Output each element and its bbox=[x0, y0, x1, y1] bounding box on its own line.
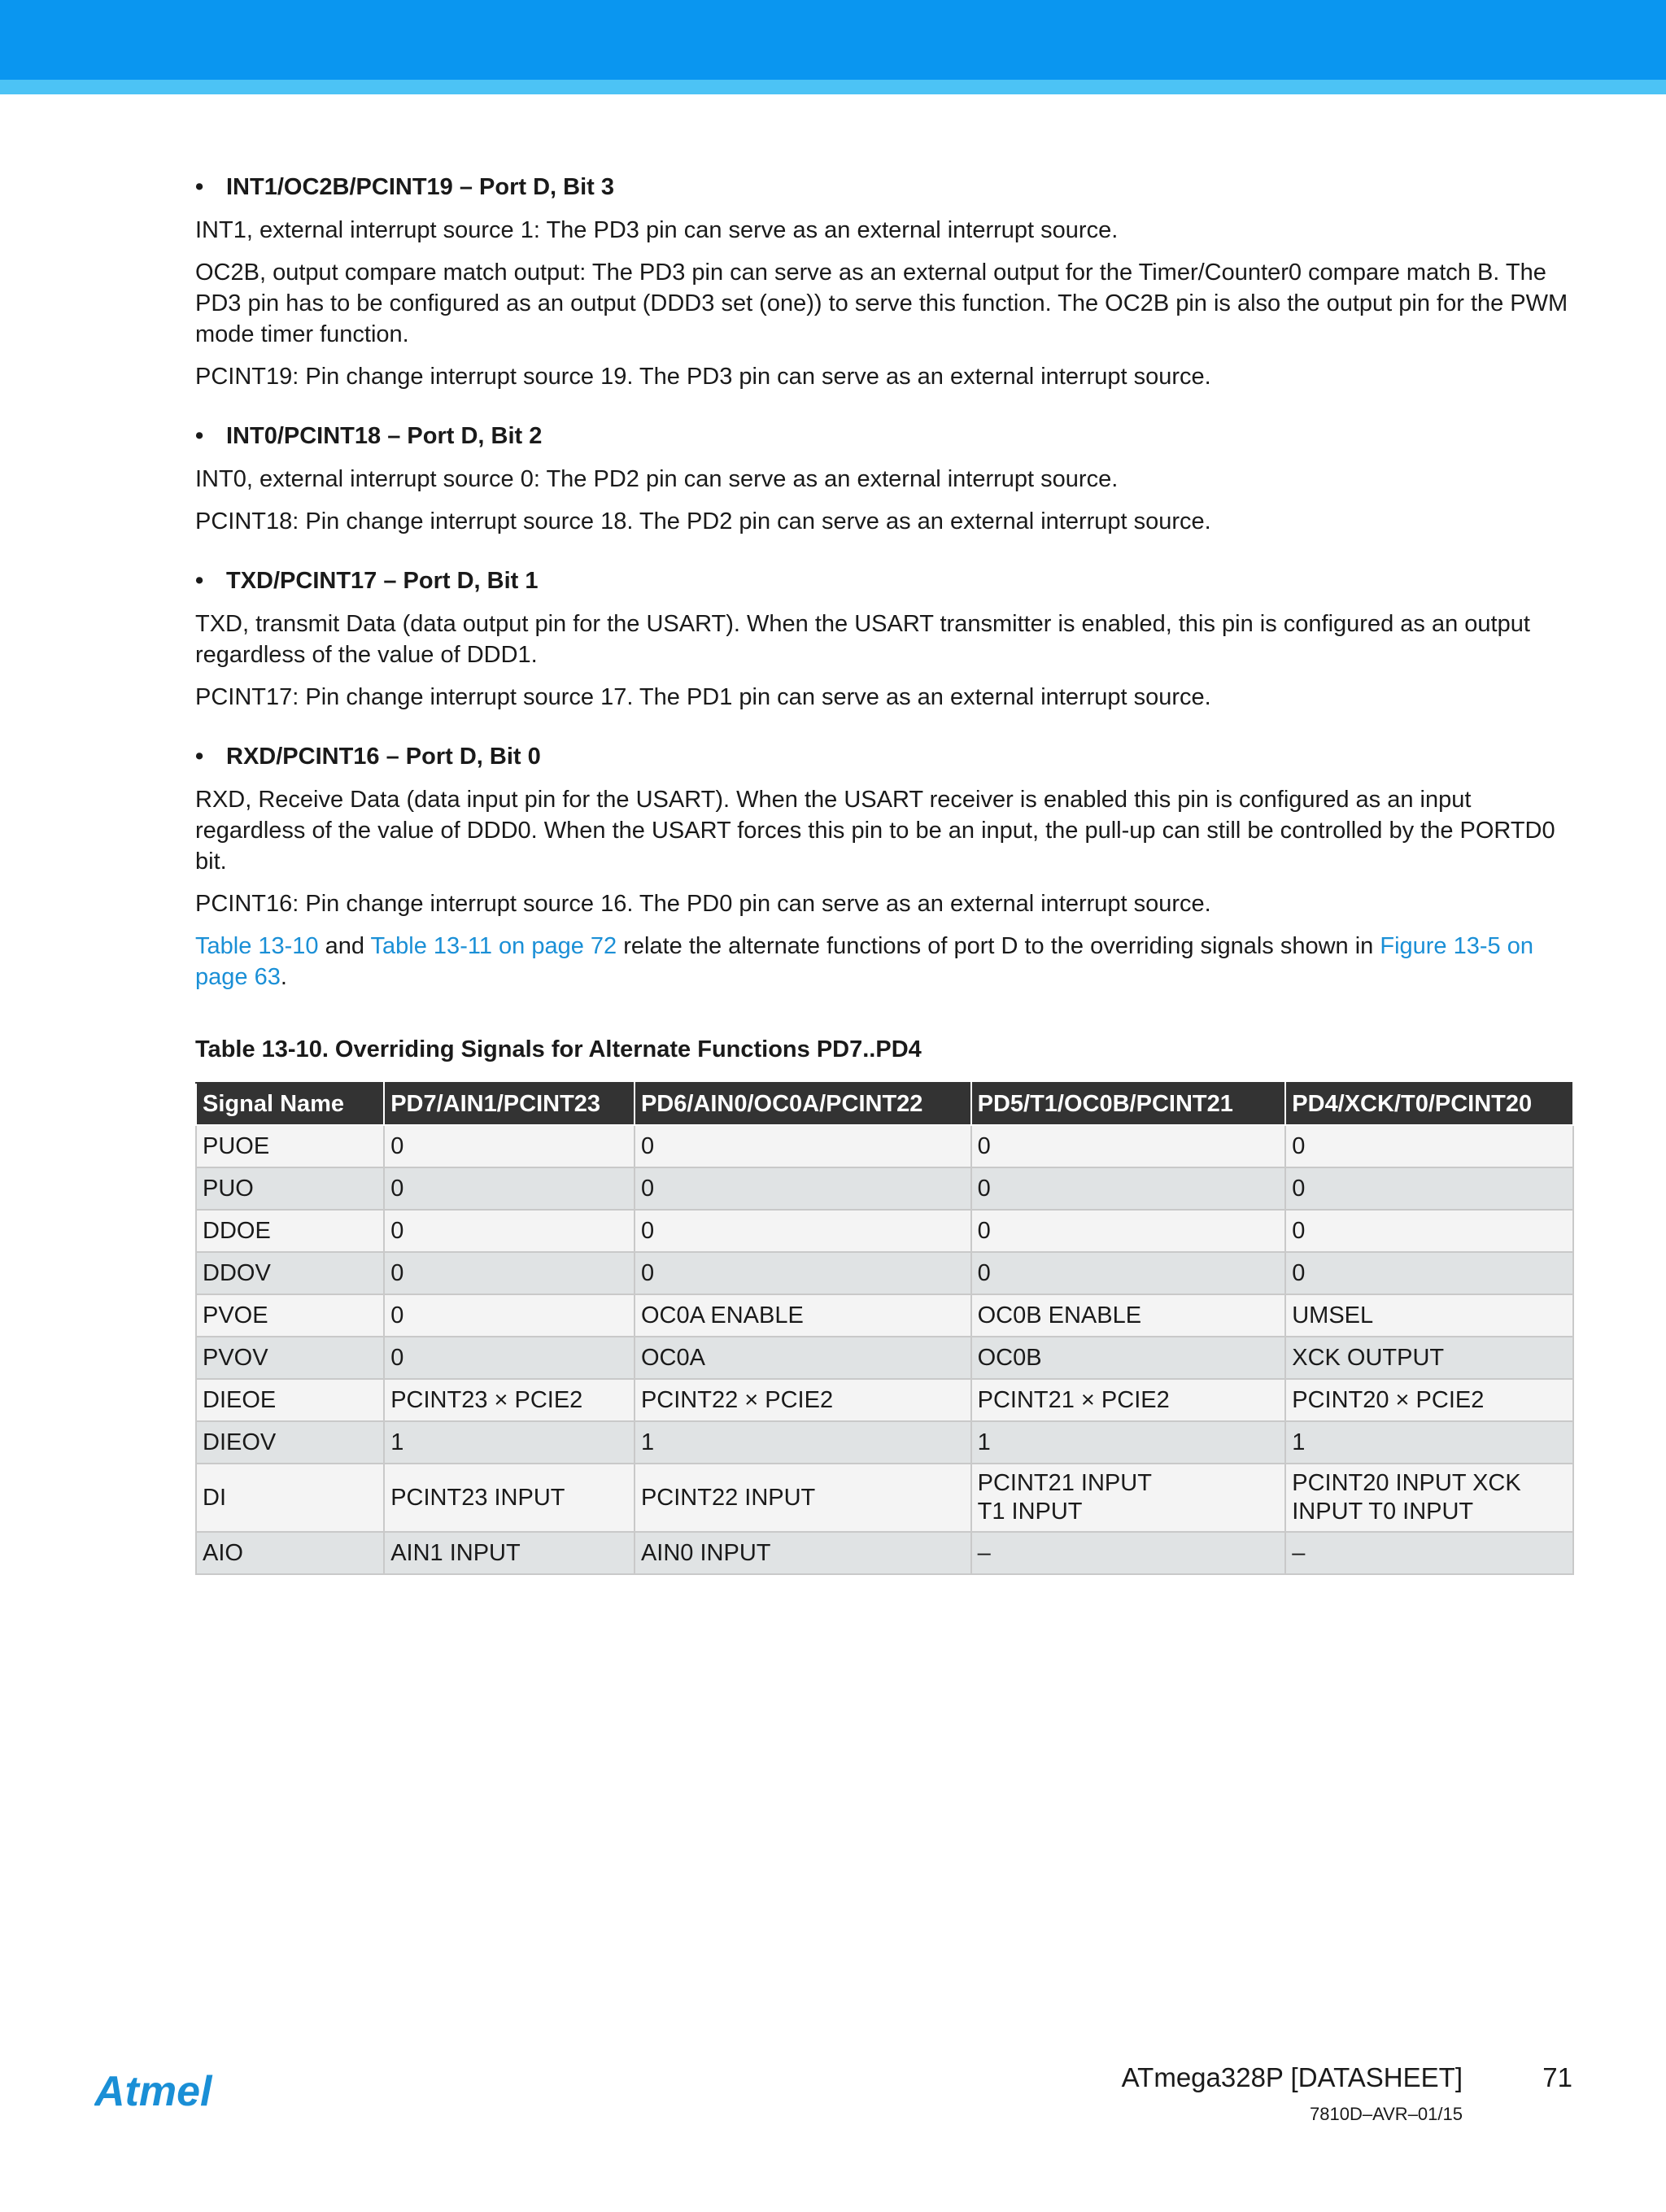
table-cell: 1 bbox=[384, 1421, 635, 1464]
relate-and: and bbox=[318, 933, 371, 959]
table-cell: 0 bbox=[635, 1210, 971, 1252]
section-heading bbox=[195, 565, 1574, 597]
table-cell: 0 bbox=[384, 1294, 635, 1337]
signal-name-cell: PUO bbox=[196, 1167, 384, 1210]
table-cell: AIN1 INPUT bbox=[384, 1532, 635, 1574]
paragraph: PCINT16: Pin change interrupt source 16. The PD0 pin can serve as an external interrupt source. bbox=[195, 891, 1211, 917]
page-content bbox=[195, 171, 1574, 1575]
heading-text: TXD/PCINT17 – Port D, Bit 1 bbox=[226, 568, 539, 594]
table-cell: 0 bbox=[384, 1210, 635, 1252]
table-cell: 0 bbox=[971, 1252, 1286, 1294]
table-cell: 0 bbox=[971, 1167, 1286, 1210]
table-cell: PCINT20 INPUT XCK INPUT T0 INPUT bbox=[1285, 1464, 1573, 1532]
table-row bbox=[196, 1337, 1573, 1379]
table-cell: PCINT21 INPUT T1 INPUT bbox=[971, 1464, 1286, 1532]
table-cell: PCINT22 INPUT bbox=[635, 1464, 971, 1532]
paragraph: RXD, Receive Data (data input pin for the USART). When the USART receiver is enabled this pin is configured as an input regardless of the value of DDD0. When the USART forces this pin to be an input, the pull-up can still be controlled by the PORTD0 bit. bbox=[195, 787, 1555, 875]
table-row bbox=[196, 1294, 1573, 1337]
table-cell: 1 bbox=[1285, 1421, 1573, 1464]
paragraph: TXD, transmit Data (data output pin for the USART). When the USART transmitter is enabled, this pin is configured as an output regardless of the value of DDD1. bbox=[195, 611, 1530, 668]
section-txd bbox=[195, 565, 1574, 713]
column-header: PD7/AIN1/PCINT23 bbox=[384, 1083, 635, 1125]
paragraph: INT1, external interrupt source 1: The PD3 pin can serve as an external interrupt source. bbox=[195, 217, 1119, 243]
table-cell: 0 bbox=[971, 1210, 1286, 1252]
table-cell: OC0A bbox=[635, 1337, 971, 1379]
column-header: PD4/XCK/T0/PCINT20 bbox=[1285, 1083, 1573, 1125]
doc-code: 7810D–AVR–01/15 bbox=[1310, 2104, 1463, 2124]
table-cell: OC0B bbox=[971, 1337, 1286, 1379]
column-header: Signal Name bbox=[196, 1083, 384, 1125]
table-header-row bbox=[196, 1083, 1573, 1125]
relate-middle: relate the alternate functions of port D to the overriding signals shown in bbox=[617, 933, 1380, 959]
table-cell: 0 bbox=[384, 1125, 635, 1167]
signal-name-cell: DDOV bbox=[196, 1252, 384, 1294]
table-cell: PCINT20 × PCIE2 bbox=[1285, 1379, 1573, 1421]
bullet-icon: • bbox=[195, 568, 204, 594]
table-cell: UMSEL bbox=[1285, 1294, 1573, 1337]
table-cell: PCINT23 INPUT bbox=[384, 1464, 635, 1532]
table-row bbox=[196, 1210, 1573, 1252]
table-cell: 0 bbox=[635, 1125, 971, 1167]
table-cell: 0 bbox=[384, 1252, 635, 1294]
paragraph: PCINT17: Pin change interrupt source 17. The PD1 pin can serve as an external interrupt source. bbox=[195, 684, 1211, 710]
signal-name-cell: PUOE bbox=[196, 1125, 384, 1167]
table-cell: 0 bbox=[1285, 1167, 1573, 1210]
table-row bbox=[196, 1252, 1573, 1294]
relate-paragraph bbox=[195, 931, 1574, 993]
heading-text: INT1/OC2B/PCINT19 – Port D, Bit 3 bbox=[226, 174, 614, 200]
table-cell: PCINT22 × PCIE2 bbox=[635, 1379, 971, 1421]
table-cell: OC0A ENABLE bbox=[635, 1294, 971, 1337]
table-cell: 1 bbox=[971, 1421, 1286, 1464]
signal-name-cell: DDOE bbox=[196, 1210, 384, 1252]
page-number: 71 bbox=[1542, 2062, 1572, 2092]
table-cell: – bbox=[1285, 1532, 1573, 1574]
section-heading bbox=[195, 171, 1574, 203]
signal-name-cell: DIEOE bbox=[196, 1379, 384, 1421]
atmel-logo-text: Atmel bbox=[94, 2068, 212, 2115]
bullet-icon: • bbox=[195, 174, 204, 200]
table-13-10-link[interactable]: Table 13-10 bbox=[195, 933, 319, 959]
table-13-11-link[interactable]: Table 13-11 on page 72 bbox=[370, 933, 617, 959]
paragraph: PCINT19: Pin change interrupt source 19. The PD3 pin can serve as an external interrupt source. bbox=[195, 364, 1211, 390]
signal-name-cell: PVOV bbox=[196, 1337, 384, 1379]
table-row bbox=[196, 1379, 1573, 1421]
table-cell: 1 bbox=[635, 1421, 971, 1464]
table-cell: PCINT21 × PCIE2 bbox=[971, 1379, 1286, 1421]
signal-name-cell: AIO bbox=[196, 1532, 384, 1574]
table-cell: OC0B ENABLE bbox=[971, 1294, 1286, 1337]
overriding-signals-table bbox=[195, 1082, 1574, 1575]
footer-title: ATmega328P [DATASHEET] bbox=[1121, 2062, 1463, 2092]
table-cell: 0 bbox=[971, 1125, 1286, 1167]
table-row bbox=[196, 1421, 1573, 1464]
column-header: PD5/T1/OC0B/PCINT21 bbox=[971, 1083, 1286, 1125]
signal-name-cell: DIEOV bbox=[196, 1421, 384, 1464]
paragraph: INT0, external interrupt source 0: The PD2 pin can serve as an external interrupt source. bbox=[195, 466, 1119, 492]
table-cell: 0 bbox=[384, 1167, 635, 1210]
section-heading bbox=[195, 740, 1574, 773]
table-row bbox=[196, 1167, 1573, 1210]
table-cell: 0 bbox=[635, 1167, 971, 1210]
paragraph: PCINT18: Pin change interrupt source 18. The PD2 pin can serve as an external interrupt source. bbox=[195, 508, 1211, 534]
table-cell: 0 bbox=[1285, 1252, 1573, 1294]
table-cell: PCINT23 × PCIE2 bbox=[384, 1379, 635, 1421]
table-cell: AIN0 INPUT bbox=[635, 1532, 971, 1574]
heading-text: RXD/PCINT16 – Port D, Bit 0 bbox=[226, 744, 541, 770]
signal-name-cell: DI bbox=[196, 1464, 384, 1532]
table-row bbox=[196, 1532, 1573, 1574]
column-header: PD6/AIN0/OC0A/PCINT22 bbox=[635, 1083, 971, 1125]
bullet-icon: • bbox=[195, 423, 204, 449]
table-row bbox=[196, 1464, 1573, 1532]
table-caption: Table 13-10. Overriding Signals for Alternate Functions PD7..PD4 bbox=[195, 1036, 922, 1062]
table-row bbox=[196, 1125, 1573, 1167]
table-cell: – bbox=[971, 1532, 1286, 1574]
table-cell: 0 bbox=[384, 1337, 635, 1379]
heading-text: INT0/PCINT18 – Port D, Bit 2 bbox=[226, 423, 543, 449]
section-heading bbox=[195, 420, 1574, 452]
figure-13-5-link[interactable]: Figure 13-5 on page 63 bbox=[195, 933, 1533, 990]
relate-end: . bbox=[280, 964, 287, 990]
bullet-icon: • bbox=[195, 744, 204, 770]
atmel-logo bbox=[94, 2066, 244, 2115]
signal-name-cell: PVOE bbox=[196, 1294, 384, 1337]
table-cell: 0 bbox=[1285, 1210, 1573, 1252]
header-bar bbox=[0, 0, 1666, 80]
section-int1 bbox=[195, 171, 1574, 392]
paragraph: OC2B, output compare match output: The PD3 pin can serve as an external output for the Timer/Counter0 compare match B. The PD3 pin has to be configured as an output (DDD3 set (one)) to serve this function. The OC2B pin is also the output pin for the PWM mode timer function. bbox=[195, 260, 1568, 347]
table-cell: 0 bbox=[1285, 1125, 1573, 1167]
table-cell: 0 bbox=[635, 1252, 971, 1294]
table-cell: XCK OUTPUT bbox=[1285, 1337, 1573, 1379]
header-stripe bbox=[0, 80, 1666, 94]
section-rxd bbox=[195, 740, 1574, 919]
section-int0 bbox=[195, 420, 1574, 537]
